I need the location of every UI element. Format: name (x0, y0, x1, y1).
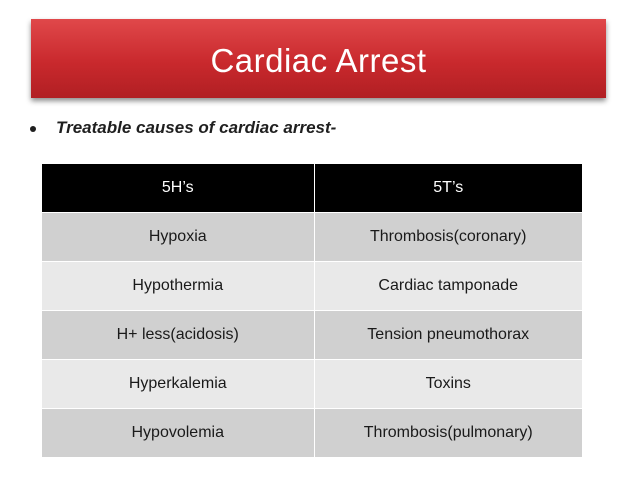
cell-5t: Toxins (314, 360, 582, 409)
table-row (42, 360, 582, 409)
table-header-row (42, 164, 582, 213)
cell-5t: Cardiac tamponade (314, 262, 582, 311)
cell-5t: Thrombosis(pulmonary) (314, 409, 582, 458)
bullet-dot-icon (30, 126, 36, 132)
cell-5t: Tension pneumothorax (314, 311, 582, 360)
table-row (42, 213, 582, 262)
table-row (42, 262, 582, 311)
table-row (42, 409, 582, 458)
cell-5h: H+ less(acidosis) (42, 311, 314, 360)
cell-5h: Hyperkalemia (42, 360, 314, 409)
bullet-text: Treatable causes of cardiac arrest- (56, 118, 337, 137)
header-5t: 5T’s (314, 164, 582, 213)
bullet-point (30, 118, 336, 138)
cell-5h: Hypovolemia (42, 409, 314, 458)
cell-5t: Thrombosis(coronary) (314, 213, 582, 262)
causes-table (42, 164, 582, 457)
cell-5h: Hypoxia (42, 213, 314, 262)
header-5h: 5H’s (42, 164, 314, 213)
slide-title: Cardiac Arrest (210, 41, 427, 79)
title-banner (31, 19, 606, 98)
cell-5h: Hypothermia (42, 262, 314, 311)
table-row (42, 311, 582, 360)
